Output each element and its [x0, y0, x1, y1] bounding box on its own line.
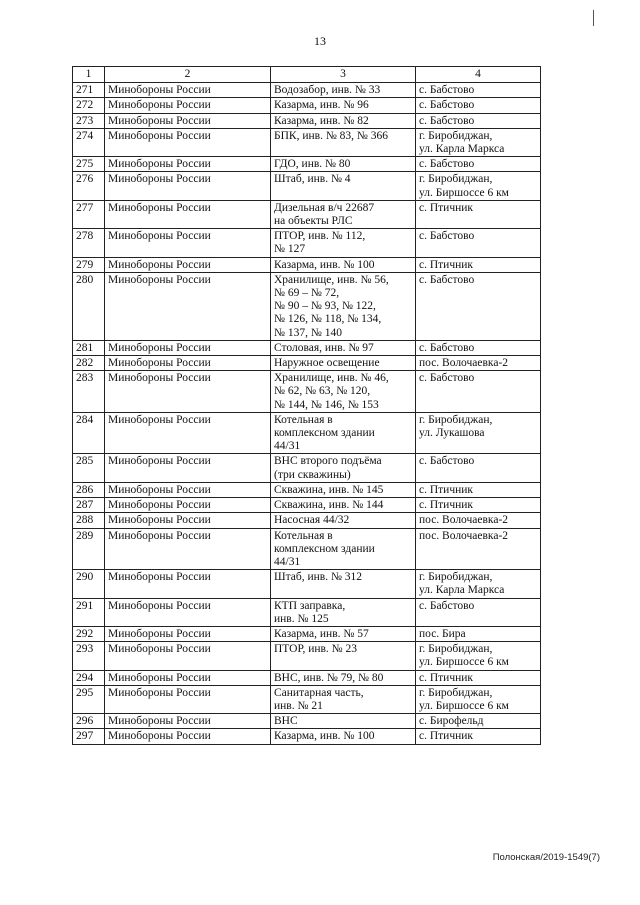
row-number: 288 — [73, 513, 105, 528]
row-owner: Минобороны России — [105, 98, 271, 113]
row-owner: Минобороны России — [105, 83, 271, 98]
table-row — [73, 626, 541, 641]
row-location: с. Бабстово — [416, 83, 541, 98]
row-object: ВНС второго подъёма (три скважины) — [271, 454, 416, 482]
header-row — [73, 67, 541, 83]
table-row — [73, 200, 541, 228]
row-location: г. Биробиджан, ул. Лукашова — [416, 412, 541, 454]
row-object: КТП заправка, инв. № 125 — [271, 598, 416, 626]
table-row — [73, 729, 541, 744]
row-number: 285 — [73, 454, 105, 482]
row-object: Казарма, инв. № 100 — [271, 257, 416, 272]
row-number: 276 — [73, 172, 105, 200]
row-owner: Минобороны России — [105, 128, 271, 156]
row-location: с. Птичник — [416, 200, 541, 228]
row-object: Хранилище, инв. № 56, № 69 – № 72, № 90 – № 93, № 122, № 126, № 118, № 134, № 137, № 140 — [271, 272, 416, 340]
row-location: с. Птичник — [416, 482, 541, 497]
row-number: 290 — [73, 570, 105, 598]
row-object: Казарма, инв. № 100 — [271, 729, 416, 744]
row-location: пос. Волочаевка-2 — [416, 513, 541, 528]
row-owner: Минобороны России — [105, 685, 271, 713]
table-row — [73, 356, 541, 371]
table-row — [73, 513, 541, 528]
row-object: Санитарная часть, инв. № 21 — [271, 685, 416, 713]
row-owner: Минобороны России — [105, 626, 271, 641]
row-object: Казарма, инв. № 57 — [271, 626, 416, 641]
row-location: пос. Волочаевка-2 — [416, 528, 541, 570]
row-number: 283 — [73, 371, 105, 413]
page-number: 13 — [314, 34, 326, 48]
row-object: Насосная 44/32 — [271, 513, 416, 528]
row-owner: Минобороны России — [105, 670, 271, 685]
column-header-2: 2 — [105, 67, 271, 83]
row-location: г. Биробиджан, ул. Карла Маркса — [416, 570, 541, 598]
table-row — [73, 83, 541, 98]
row-owner: Минобороны России — [105, 513, 271, 528]
row-owner: Минобороны России — [105, 157, 271, 172]
row-location: с. Бабстово — [416, 98, 541, 113]
row-location: с. Бабстово — [416, 598, 541, 626]
row-owner: Минобороны России — [105, 200, 271, 228]
row-object: Штаб, инв. № 4 — [271, 172, 416, 200]
row-owner: Минобороны России — [105, 570, 271, 598]
table-row — [73, 113, 541, 128]
row-object: ВНС, инв. № 79, № 80 — [271, 670, 416, 685]
row-number: 289 — [73, 528, 105, 570]
row-owner: Минобороны России — [105, 172, 271, 200]
row-number: 274 — [73, 128, 105, 156]
row-location: г. Биробиджан, ул. Биршоссе 6 км — [416, 642, 541, 670]
row-number: 284 — [73, 412, 105, 454]
row-object: Котельная в комплексном здании 44/31 — [271, 528, 416, 570]
row-object: Штаб, инв. № 312 — [271, 570, 416, 598]
row-owner: Минобороны России — [105, 454, 271, 482]
row-number: 280 — [73, 272, 105, 340]
row-location: пос. Бира — [416, 626, 541, 641]
row-owner: Минобороны России — [105, 498, 271, 513]
row-owner: Минобороны России — [105, 482, 271, 497]
row-number: 277 — [73, 200, 105, 228]
row-number: 281 — [73, 340, 105, 355]
row-number: 275 — [73, 157, 105, 172]
row-number: 291 — [73, 598, 105, 626]
row-owner: Минобороны России — [105, 272, 271, 340]
row-owner: Минобороны России — [105, 412, 271, 454]
row-object: Дизельная в/ч 22687 на объекты РЛС — [271, 200, 416, 228]
row-number: 278 — [73, 229, 105, 257]
row-location: с. Бирофельд — [416, 714, 541, 729]
table-row — [73, 371, 541, 413]
table-row — [73, 128, 541, 156]
column-header-1: 1 — [73, 67, 105, 83]
row-number: 282 — [73, 356, 105, 371]
margin-mark — [593, 10, 594, 26]
table-row — [73, 714, 541, 729]
table-row — [73, 340, 541, 355]
table-row — [73, 570, 541, 598]
table-row — [73, 257, 541, 272]
table-row — [73, 670, 541, 685]
row-location: с. Птичник — [416, 498, 541, 513]
row-object: Наружное освещение — [271, 356, 416, 371]
column-header-4: 4 — [416, 67, 541, 83]
row-location: пос. Волочаевка-2 — [416, 356, 541, 371]
row-object: Котельная в комплексном здании 44/31 — [271, 412, 416, 454]
row-location: с. Бабстово — [416, 340, 541, 355]
row-owner: Минобороны России — [105, 356, 271, 371]
table-row — [73, 157, 541, 172]
row-location: г. Биробиджан, ул. Карла Маркса — [416, 128, 541, 156]
row-owner: Минобороны России — [105, 229, 271, 257]
row-location: с. Бабстово — [416, 113, 541, 128]
row-number: 297 — [73, 729, 105, 744]
table-row — [73, 482, 541, 497]
row-number: 287 — [73, 498, 105, 513]
table-row — [73, 642, 541, 670]
table-row — [73, 272, 541, 340]
row-object: Казарма, инв. № 96 — [271, 98, 416, 113]
row-owner: Минобороны России — [105, 729, 271, 744]
row-owner: Минобороны России — [105, 257, 271, 272]
row-owner: Минобороны России — [105, 598, 271, 626]
row-number: 294 — [73, 670, 105, 685]
table-row — [73, 98, 541, 113]
table-row — [73, 685, 541, 713]
row-object: Водозабор, инв. № 33 — [271, 83, 416, 98]
row-location: с. Птичник — [416, 729, 541, 744]
table-row — [73, 598, 541, 626]
row-number: 271 — [73, 83, 105, 98]
row-owner: Минобороны России — [105, 340, 271, 355]
row-location: с. Бабстово — [416, 229, 541, 257]
row-owner: Минобороны России — [105, 528, 271, 570]
row-owner: Минобороны России — [105, 642, 271, 670]
row-number: 292 — [73, 626, 105, 641]
row-owner: Минобороны России — [105, 371, 271, 413]
row-number: 286 — [73, 482, 105, 497]
row-object: Скважина, инв. № 144 — [271, 498, 416, 513]
row-number: 279 — [73, 257, 105, 272]
table-row — [73, 498, 541, 513]
register-table — [72, 66, 541, 745]
table-row — [73, 528, 541, 570]
row-location: г. Биробиджан, ул. Биршоссе 6 км — [416, 172, 541, 200]
row-number: 272 — [73, 98, 105, 113]
table-row — [73, 172, 541, 200]
row-location: с. Птичник — [416, 670, 541, 685]
row-location: с. Бабстово — [416, 157, 541, 172]
table-row — [73, 454, 541, 482]
row-number: 296 — [73, 714, 105, 729]
row-location: с. Птичник — [416, 257, 541, 272]
row-object: Скважина, инв. № 145 — [271, 482, 416, 497]
row-object: Хранилище, инв. № 46, № 62, № 63, № 120, № 144, № 146, № 153 — [271, 371, 416, 413]
document-code: Полонская/2019-1549(7) — [492, 852, 600, 863]
row-location: с. Бабстово — [416, 272, 541, 340]
row-number: 293 — [73, 642, 105, 670]
row-number: 273 — [73, 113, 105, 128]
row-location: с. Бабстово — [416, 454, 541, 482]
row-number: 295 — [73, 685, 105, 713]
row-object: ПТОР, инв. № 23 — [271, 642, 416, 670]
row-object: ВНС — [271, 714, 416, 729]
row-object: ГДО, инв. № 80 — [271, 157, 416, 172]
row-owner: Минобороны России — [105, 714, 271, 729]
column-header-3: 3 — [271, 67, 416, 83]
table-row — [73, 229, 541, 257]
row-location: с. Бабстово — [416, 371, 541, 413]
table-row — [73, 412, 541, 454]
table-body — [73, 83, 541, 744]
row-object: Столовая, инв. № 97 — [271, 340, 416, 355]
row-location: г. Биробиджан, ул. Биршоссе 6 км — [416, 685, 541, 713]
row-owner: Минобороны России — [105, 113, 271, 128]
row-object: Казарма, инв. № 82 — [271, 113, 416, 128]
row-object: БПК, инв. № 83, № 366 — [271, 128, 416, 156]
row-object: ПТОР, инв. № 112, № 127 — [271, 229, 416, 257]
